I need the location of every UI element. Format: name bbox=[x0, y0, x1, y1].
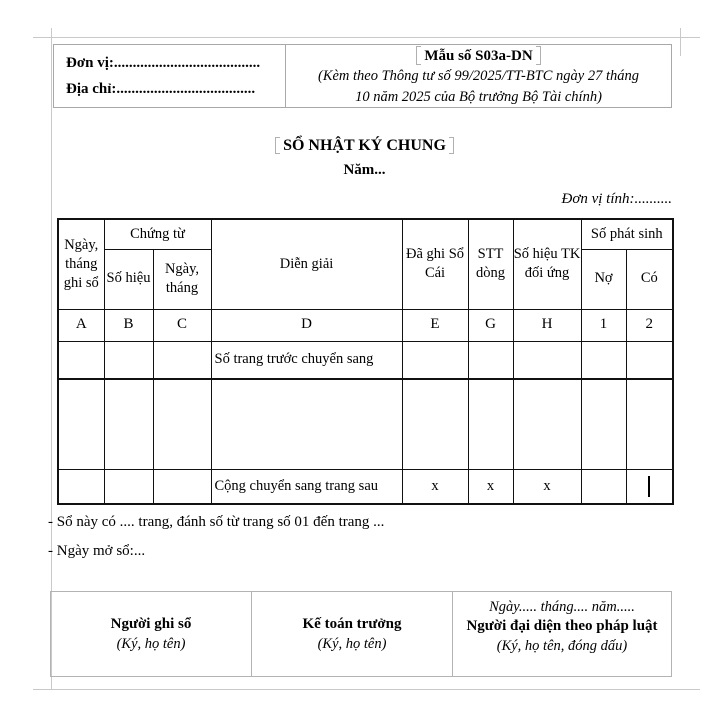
cell-description: Số trang trước chuyển sang bbox=[211, 341, 402, 379]
text-boundary-right-tick bbox=[680, 28, 681, 56]
cell-vdate bbox=[153, 379, 211, 469]
text-boundary-left-line bbox=[51, 28, 52, 689]
text-boundary-bottom-line bbox=[33, 689, 700, 690]
cell-posted bbox=[402, 341, 468, 379]
cell-debit bbox=[581, 469, 626, 504]
form-note-line2: 10 năm 2025 của Bộ trưởng Bộ Tài chính) bbox=[355, 89, 602, 105]
header-amount-group: Số phát sinh bbox=[581, 219, 673, 249]
letter-cell-h: H bbox=[513, 309, 581, 341]
header-credit: Có bbox=[626, 249, 673, 309]
cell-description bbox=[211, 379, 402, 469]
text-cursor bbox=[648, 476, 650, 497]
form-note-line1: (Kèm theo Thông tư số 99/2025/TT-BTC ngày 27 tháng bbox=[317, 68, 639, 84]
table-row-carry-to-next bbox=[58, 469, 673, 504]
header-left-cell bbox=[54, 45, 285, 107]
signature-table bbox=[50, 591, 672, 677]
header-box bbox=[53, 44, 672, 108]
cell-date bbox=[58, 341, 104, 379]
cell-account bbox=[513, 379, 581, 469]
table-row-empty bbox=[58, 379, 673, 469]
header-row-1 bbox=[58, 219, 673, 249]
cell-vdate bbox=[153, 469, 211, 504]
cell-credit bbox=[626, 379, 673, 469]
cell-description: Cộng chuyển sang trang sau bbox=[211, 469, 402, 504]
note-open-date: - Ngày mở sổ:... bbox=[48, 543, 146, 559]
legal-rep-date-line: Ngày..... tháng.... năm..... bbox=[489, 599, 635, 615]
cell-debit bbox=[581, 341, 626, 379]
unit-of-measure-line: Đơn vị tính:.......... bbox=[561, 191, 672, 207]
cell-account bbox=[513, 341, 581, 379]
header-date-recorded: Ngày, tháng ghi sổ bbox=[58, 219, 104, 309]
cell-account: x bbox=[513, 469, 581, 504]
header-posted-ledger: Đã ghi Sổ Cái bbox=[402, 219, 468, 309]
note-pages: - Sổ này có .... trang, đánh số từ trang số 01 đến trang ... bbox=[48, 514, 385, 530]
table-row-carried-forward bbox=[58, 341, 673, 379]
cell-number bbox=[104, 469, 153, 504]
header-debit: Nợ bbox=[581, 249, 626, 309]
header-voucher-number: Số hiệu bbox=[104, 249, 153, 309]
letter-cell-d: D bbox=[211, 309, 402, 341]
footer-notes bbox=[48, 508, 384, 566]
header-voucher-date: Ngày, tháng bbox=[153, 249, 211, 309]
page-title: SỔ NHẬT KÝ CHUNG bbox=[275, 137, 454, 155]
chief-accountant-note: (Ký, họ tên) bbox=[317, 635, 387, 652]
cell-posted: x bbox=[402, 469, 468, 504]
cell-number bbox=[104, 379, 153, 469]
title-block bbox=[57, 137, 672, 179]
address-label: Địa chỉ:..................................... bbox=[66, 81, 256, 97]
header-voucher-group: Chứng từ bbox=[104, 219, 211, 249]
signature-col-legal-rep bbox=[452, 592, 671, 676]
letter-cell-2: 2 bbox=[626, 309, 673, 341]
cell-date bbox=[58, 469, 104, 504]
letter-cell-a: A bbox=[58, 309, 104, 341]
year-line: Năm... bbox=[343, 162, 386, 178]
cell-vdate bbox=[153, 341, 211, 379]
header-line-no: STT dòng bbox=[468, 219, 513, 309]
signature-col-recorder bbox=[51, 592, 251, 676]
form-code: Mẫu số S03a-DN bbox=[416, 46, 540, 66]
header-right-cell bbox=[285, 45, 671, 107]
cell-line: x bbox=[468, 469, 513, 504]
chief-accountant-title: Kế toán trưởng bbox=[302, 615, 402, 632]
letter-cell-b: B bbox=[104, 309, 153, 341]
journal-table bbox=[57, 218, 674, 505]
cell-date bbox=[58, 379, 104, 469]
cell-number bbox=[104, 341, 153, 379]
text-boundary-top-line bbox=[33, 37, 700, 38]
recorder-title: Người ghi sổ bbox=[110, 615, 192, 632]
letter-cell-c: C bbox=[153, 309, 211, 341]
letter-row bbox=[58, 309, 673, 341]
cell-credit bbox=[626, 341, 673, 379]
letter-cell-e: E bbox=[402, 309, 468, 341]
letter-cell-1: 1 bbox=[581, 309, 626, 341]
letter-cell-g: G bbox=[468, 309, 513, 341]
signature-col-chief-accountant bbox=[251, 592, 452, 676]
page-title-line bbox=[57, 137, 672, 155]
cell-line bbox=[468, 379, 513, 469]
legal-rep-note: (Ký, họ tên, đóng dấu) bbox=[496, 638, 628, 654]
header-description: Diễn giải bbox=[211, 219, 402, 309]
recorder-note: (Ký, họ tên) bbox=[116, 635, 186, 652]
cell-credit-with-cursor[interactable] bbox=[626, 469, 673, 504]
legal-rep-title: Người đại diện theo pháp luật bbox=[466, 618, 658, 634]
unit-label: Đơn vị:....................................... bbox=[66, 55, 261, 71]
cell-debit bbox=[581, 379, 626, 469]
cell-line bbox=[468, 341, 513, 379]
form-code-line bbox=[286, 46, 671, 66]
header-account-no: Số hiệu TK đối ứng bbox=[513, 219, 581, 309]
cell-posted bbox=[402, 379, 468, 469]
